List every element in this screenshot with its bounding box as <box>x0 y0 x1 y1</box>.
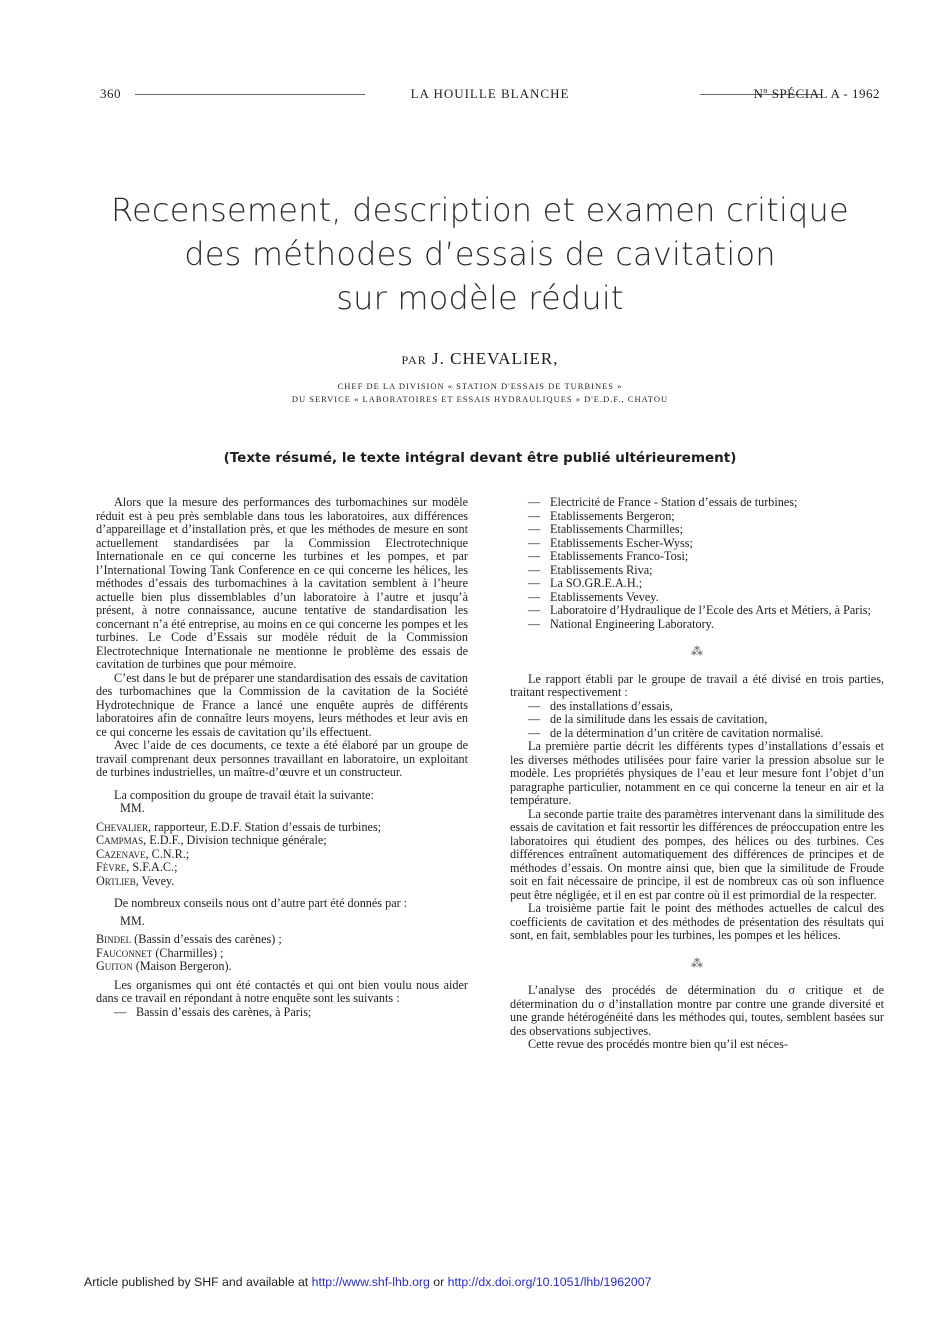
part-item: — de la similitude dans les essais de cavitation, <box>528 712 768 726</box>
affiliation-line: DU SERVICE « LABORATOIRES ET ESSAIS HYDRAULIQUES » D'E.D.F., CHATOU <box>291 394 669 404</box>
mm-label: MM. <box>120 913 145 928</box>
paragraph: La seconde partie traite des paramètres intervenant dans la similitude des essais de cavitation et fait ressortir les différences de préoccupation entre les laboratoires qui étudient des pompes, des hélices ou des turbines. Ces différences entraînent automatiquement des différences de principes et de méthodes d’essais. On montre ainsi que, bien que la similitude de Froude soit en fait nécessaire de principe, il est de nombreux cas où son influence peut être négligée, et il en est par contre où il est primordial de la respecter. <box>510 806 885 902</box>
advisor-entry: Bindel (Bassin d’essais des carènes) ; <box>96 932 282 946</box>
journal-name: LA HOUILLE BLANCHE <box>410 86 570 101</box>
advisor-entry: Guiton (Maison Bergeron). <box>96 959 232 973</box>
running-header <box>100 86 880 102</box>
paragraph: L’analyse des procédés de détermination du σ critique et de détermination du σ d’installation montre par contre une grande diversité et une grande hétérogénéité dans les méthodes qui, toutes, semblent basées sur des observations subjectives. <box>510 983 884 1038</box>
member-entry: Cazenave, C.N.R.; <box>96 846 190 861</box>
organisation-item: — Etablissements Charmilles; <box>528 522 684 536</box>
part-item: — de la détermination d’un critère de cavitation normalisé. <box>528 725 824 740</box>
paragraph: Avec l’aide de ces documents, ce texte a été élaboré par un groupe de travail comprenant deux personnes travaillant en laboratoire, un exploitant de turbines industrielles, un maître-d’œuvre et un constructeur. <box>96 738 468 779</box>
organisation-item: — Laboratoire d’Hydraulique de l’Ecole des Arts et Métiers, à Paris; <box>528 603 871 617</box>
issue-label: Nº SPÉCIAL A - 1962 <box>753 86 880 101</box>
paragraph: De nombreux conseils nous ont d’autre part été donnés par : <box>114 896 408 910</box>
member-entry: Ortlieb, Vevey. <box>96 873 175 888</box>
organisation-item: — Bassin d’essais des carènes, à Paris; <box>114 1004 312 1019</box>
member-entry: Chevalier, rapporteur, E.D.F. Station d’essais de turbines; <box>96 819 382 834</box>
title-line: des méthodes d’essais de cavitation <box>184 235 776 273</box>
footer-note <box>84 1275 884 1289</box>
member-entry: Campmas, E.D.F., Division technique générale; <box>96 833 327 847</box>
author-prefix: PAR <box>401 353 427 367</box>
organisation-item: — National Engineering Laboratory. <box>528 616 715 631</box>
organisation-item: — Electricité de France - Station d’essais de turbines; <box>528 495 798 509</box>
paragraph: Cette revue des procédés montre bien qu’il est néces- <box>528 1037 788 1051</box>
organisation-item: — Etablissements Franco-Tosi; <box>528 549 689 563</box>
organisation-item: — Etablissements Riva; <box>528 562 653 577</box>
paragraph: La composition du groupe de travail était la suivante: <box>114 787 374 802</box>
member-entry: Fèvre, S.F.A.C.; <box>96 860 178 874</box>
paragraph: La première partie décrit les différents types d’installations d’essais et les diverses méthodes utilisées pour faire varier la pression absolue sur le modèle. Les propriétés physiques de l’eau et leur mesure font l’objet d’un paragraphe particulier, notamment en ce qui concerne la teneur en air et la température. <box>510 739 884 807</box>
section-ornament: ⁂ <box>691 644 703 658</box>
left-column <box>96 496 468 1019</box>
organisation-item: — Etablissements Vevey. <box>528 589 659 604</box>
footer-text: or <box>429 1275 448 1289</box>
shf-link[interactable]: http://www.shf-lhb.org <box>311 1275 430 1289</box>
paragraph: La troisième partie fait le point des méthodes actuelles de calcul des coefficients de cavitation et des méthodes de présentation des résultats qui sont, en fait, semblables pour les turbines, les pompes et les hélices. <box>510 901 884 942</box>
paragraph: Alors que la mesure des performances des turbomachines sur modèle réduit est à peu près semblable dans tous les laboratoires, aux différences d’appareillage et d’installation près, et que les méthodes de mesure en sont actuellement standardisées par la Commission Electrotechnique Internationale en ce qui concerne les turbines et les pompes, et par l’International Towing Tank Conference en ce qui concerne les hélices, les méthodes d’essais des turbomachines à la cavitation semblent à l’heure actuelle bien plus dissemblables d’un laboratoire à l’autre et jusqu’à présent, à notre connaissance, aucune tentative de standardisation les concernant n’a été entreprise, au moins en ce qui concerne les pompes et les turbines. Le Code d’Essais sur modèle réduit de la Commission Electrotechnique Internationale ne mentionne le problème des essais de cavitation de turbines que pour mémoire. <box>96 495 468 671</box>
title-line: sur modèle réduit <box>336 279 624 317</box>
doi-link[interactable]: http://dx.doi.org/10.1051/lhb/1962007 <box>447 1275 652 1289</box>
mm-label: MM. <box>120 801 145 815</box>
page-number: 360 <box>100 86 121 101</box>
footer-text: Article published by SHF and available at <box>84 1275 312 1289</box>
organisation-item: — Etablissements Bergeron; <box>528 508 675 523</box>
part-item: — des installations d’essais, <box>528 698 673 713</box>
summary-note: (Texte résumé, le texte intégral devant être publié ultérieurement) <box>223 450 737 466</box>
article-title <box>60 188 900 320</box>
author-line <box>60 349 900 369</box>
author-name: J. CHEVALIER, <box>432 349 559 368</box>
organisation-item: — Etablissements Escher-Wyss; <box>528 535 693 550</box>
author-affiliation <box>60 380 900 406</box>
paragraph: Les organismes qui ont été contactés et qui ont bien voulu nous aider dans ce travail en répondant à notre enquête sont les suivants : <box>96 977 468 1005</box>
paragraph: C’est dans le but de préparer une standardisation des essais de cavitation des turbomachines que la Commission de la cavitation de la Société Hydrotechnique de France a lancé une enquête auprès de différents laboratoires afin de connaître leurs moyens, leurs méthodes et leur avis en ce qui concerne les essais de cavitation qu’ils effectuent. <box>96 670 468 739</box>
organisation-item: — La SO.GR.E.A.H.; <box>528 576 643 590</box>
paragraph: Le rapport établi par le groupe de travail a été divisé en trois parties, traitant respectivement : <box>510 671 884 699</box>
advisor-entry: Fauconnet (Charmilles) ; <box>96 945 224 960</box>
affiliation-line: CHEF DE LA DIVISION « STATION D'ESSAIS DE TURBINES » <box>337 381 623 391</box>
section-ornament: ⁂ <box>691 955 703 970</box>
right-column <box>510 496 884 1052</box>
title-line: Recensement, description et examen critique <box>111 191 849 229</box>
